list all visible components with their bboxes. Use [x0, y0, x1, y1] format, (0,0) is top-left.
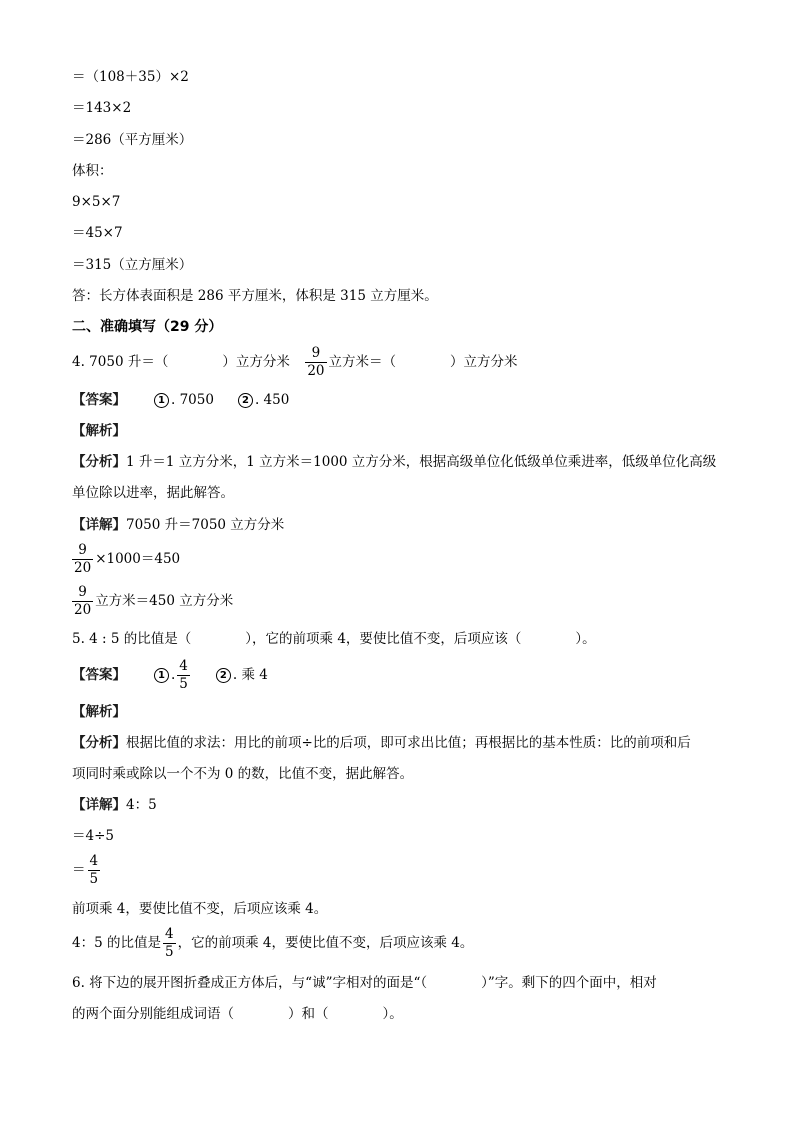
- fenxi-text: 根据比值的求法：用比的前项÷比的后项，即可求出比值；再根据比的基本性质：比的前项和后: [126, 735, 691, 751]
- calc-line-6: ＝45×7: [72, 225, 123, 241]
- q5-answer: 【答案】 1 . $\frac{4}{5}$ 2 . 乘 4: [72, 658, 268, 692]
- q4-detail-calc: ×1000＝450: [95, 551, 181, 567]
- circled-number-icon: 1: [154, 668, 169, 683]
- calc-line-2: ＝143×2: [72, 100, 132, 116]
- q5-detail-2: ＝4÷5: [72, 828, 114, 844]
- volume-label: 体积：: [72, 163, 113, 179]
- q5-detail-3: ＝ $\frac{4}{5}$: [72, 853, 99, 887]
- q4-text-a: 4. 7050 升＝（ ）立方分米: [72, 354, 304, 370]
- detail-text: 7050 升＝7050 立方分米: [126, 517, 285, 533]
- q4-analysis-1: [72, 453, 716, 471]
- q5-detail-fraction: $\frac{4}{5}$: [164, 926, 174, 960]
- q4-question: [72, 344, 518, 380]
- detail-label: 【详解】: [72, 517, 126, 533]
- circled-number-icon: 2: [238, 393, 253, 408]
- analysis-label: 【解析】: [72, 704, 126, 720]
- q4-detail-2: [72, 541, 180, 577]
- q5-analysis-2: 项同时乘或除以一个不为 0 的数，比值不变，据此解答。: [72, 766, 414, 782]
- q4-answer: [72, 391, 289, 409]
- q4-fraction: $\frac{9}{20}$: [307, 345, 325, 379]
- q4-detail-fraction: $\frac{9}{20}$: [74, 542, 92, 576]
- section-title: 二、准确填写（29 分）: [72, 319, 223, 335]
- q5-answer-2: . 乘 4: [232, 667, 268, 683]
- fenxi-text: 1 升＝1 立方分米，1 立方米＝1000 立方分米，根据高级单位化低级单位乘进率，低级单位化高级: [126, 454, 717, 470]
- q5-answer-fraction: $\frac{4}{5}$: [179, 658, 188, 692]
- q5-question: 5. 4 : 5 的比值是（ ），它的前项乘 4，要使比值不变，后项应该（ ）。: [72, 631, 596, 647]
- q5-detail-fraction: $\frac{4}{5}$: [89, 853, 99, 887]
- circled-number-icon: 1: [154, 393, 169, 408]
- detail-label: 【详解】: [72, 797, 126, 813]
- fenxi-label: 【分析】: [72, 454, 126, 470]
- q4-text-b: 立方米＝（ ）立方分米: [328, 354, 518, 370]
- q4-detail-conversion: 立方米＝450 立方分米: [95, 593, 234, 609]
- q5-detail-4: 前项乘 4，要使比值不变，后项应该乘 4。: [72, 901, 328, 917]
- q4-analysis-2: 单位除以进率，据此解答。: [72, 485, 234, 501]
- fenxi-label: 【分析】: [72, 735, 126, 751]
- q4-detail-1: [72, 516, 284, 534]
- q5-detail-5: 4：5 的比值是 $\frac{4}{5}$ ，它的前项乘 4，要使比值不变，后项应该乘 4。: [72, 926, 474, 960]
- circled-number-icon: 2: [216, 668, 231, 683]
- q6-question-1: 6. 将下边的展开图折叠成正方体后，与“诚”字相对的面是“（ ）”字。剩下的四个面中，相对: [72, 975, 657, 991]
- q6-question-2: 的两个面分别能组成词语（ ）和（ ）。: [72, 1006, 403, 1022]
- q4-answer-1: . 7050: [171, 392, 214, 408]
- detail-text: 4：5: [126, 797, 157, 813]
- q5-analysis-1: [72, 734, 691, 752]
- answer-label: 【答案】: [72, 392, 126, 408]
- q5-detail-1: [72, 796, 157, 814]
- calc-line-7: ＝315（立方厘米）: [72, 257, 193, 273]
- calc-line-5: 9×5×7: [72, 194, 121, 210]
- answer-label: 【答案】: [72, 667, 126, 683]
- analysis-label: 【解析】: [72, 423, 126, 439]
- q4-detail-3: [72, 583, 233, 619]
- calc-line-3: ＝286（平方厘米）: [72, 132, 193, 148]
- q4-detail-fraction: $\frac{9}{20}$: [74, 584, 92, 618]
- q4-answer-2: . 450: [254, 392, 290, 408]
- answer-sentence: 答：长方体表面积是 286 平方厘米，体积是 315 立方厘米。: [72, 288, 438, 304]
- calc-line-1: ＝（108＋35）×2: [72, 69, 189, 85]
